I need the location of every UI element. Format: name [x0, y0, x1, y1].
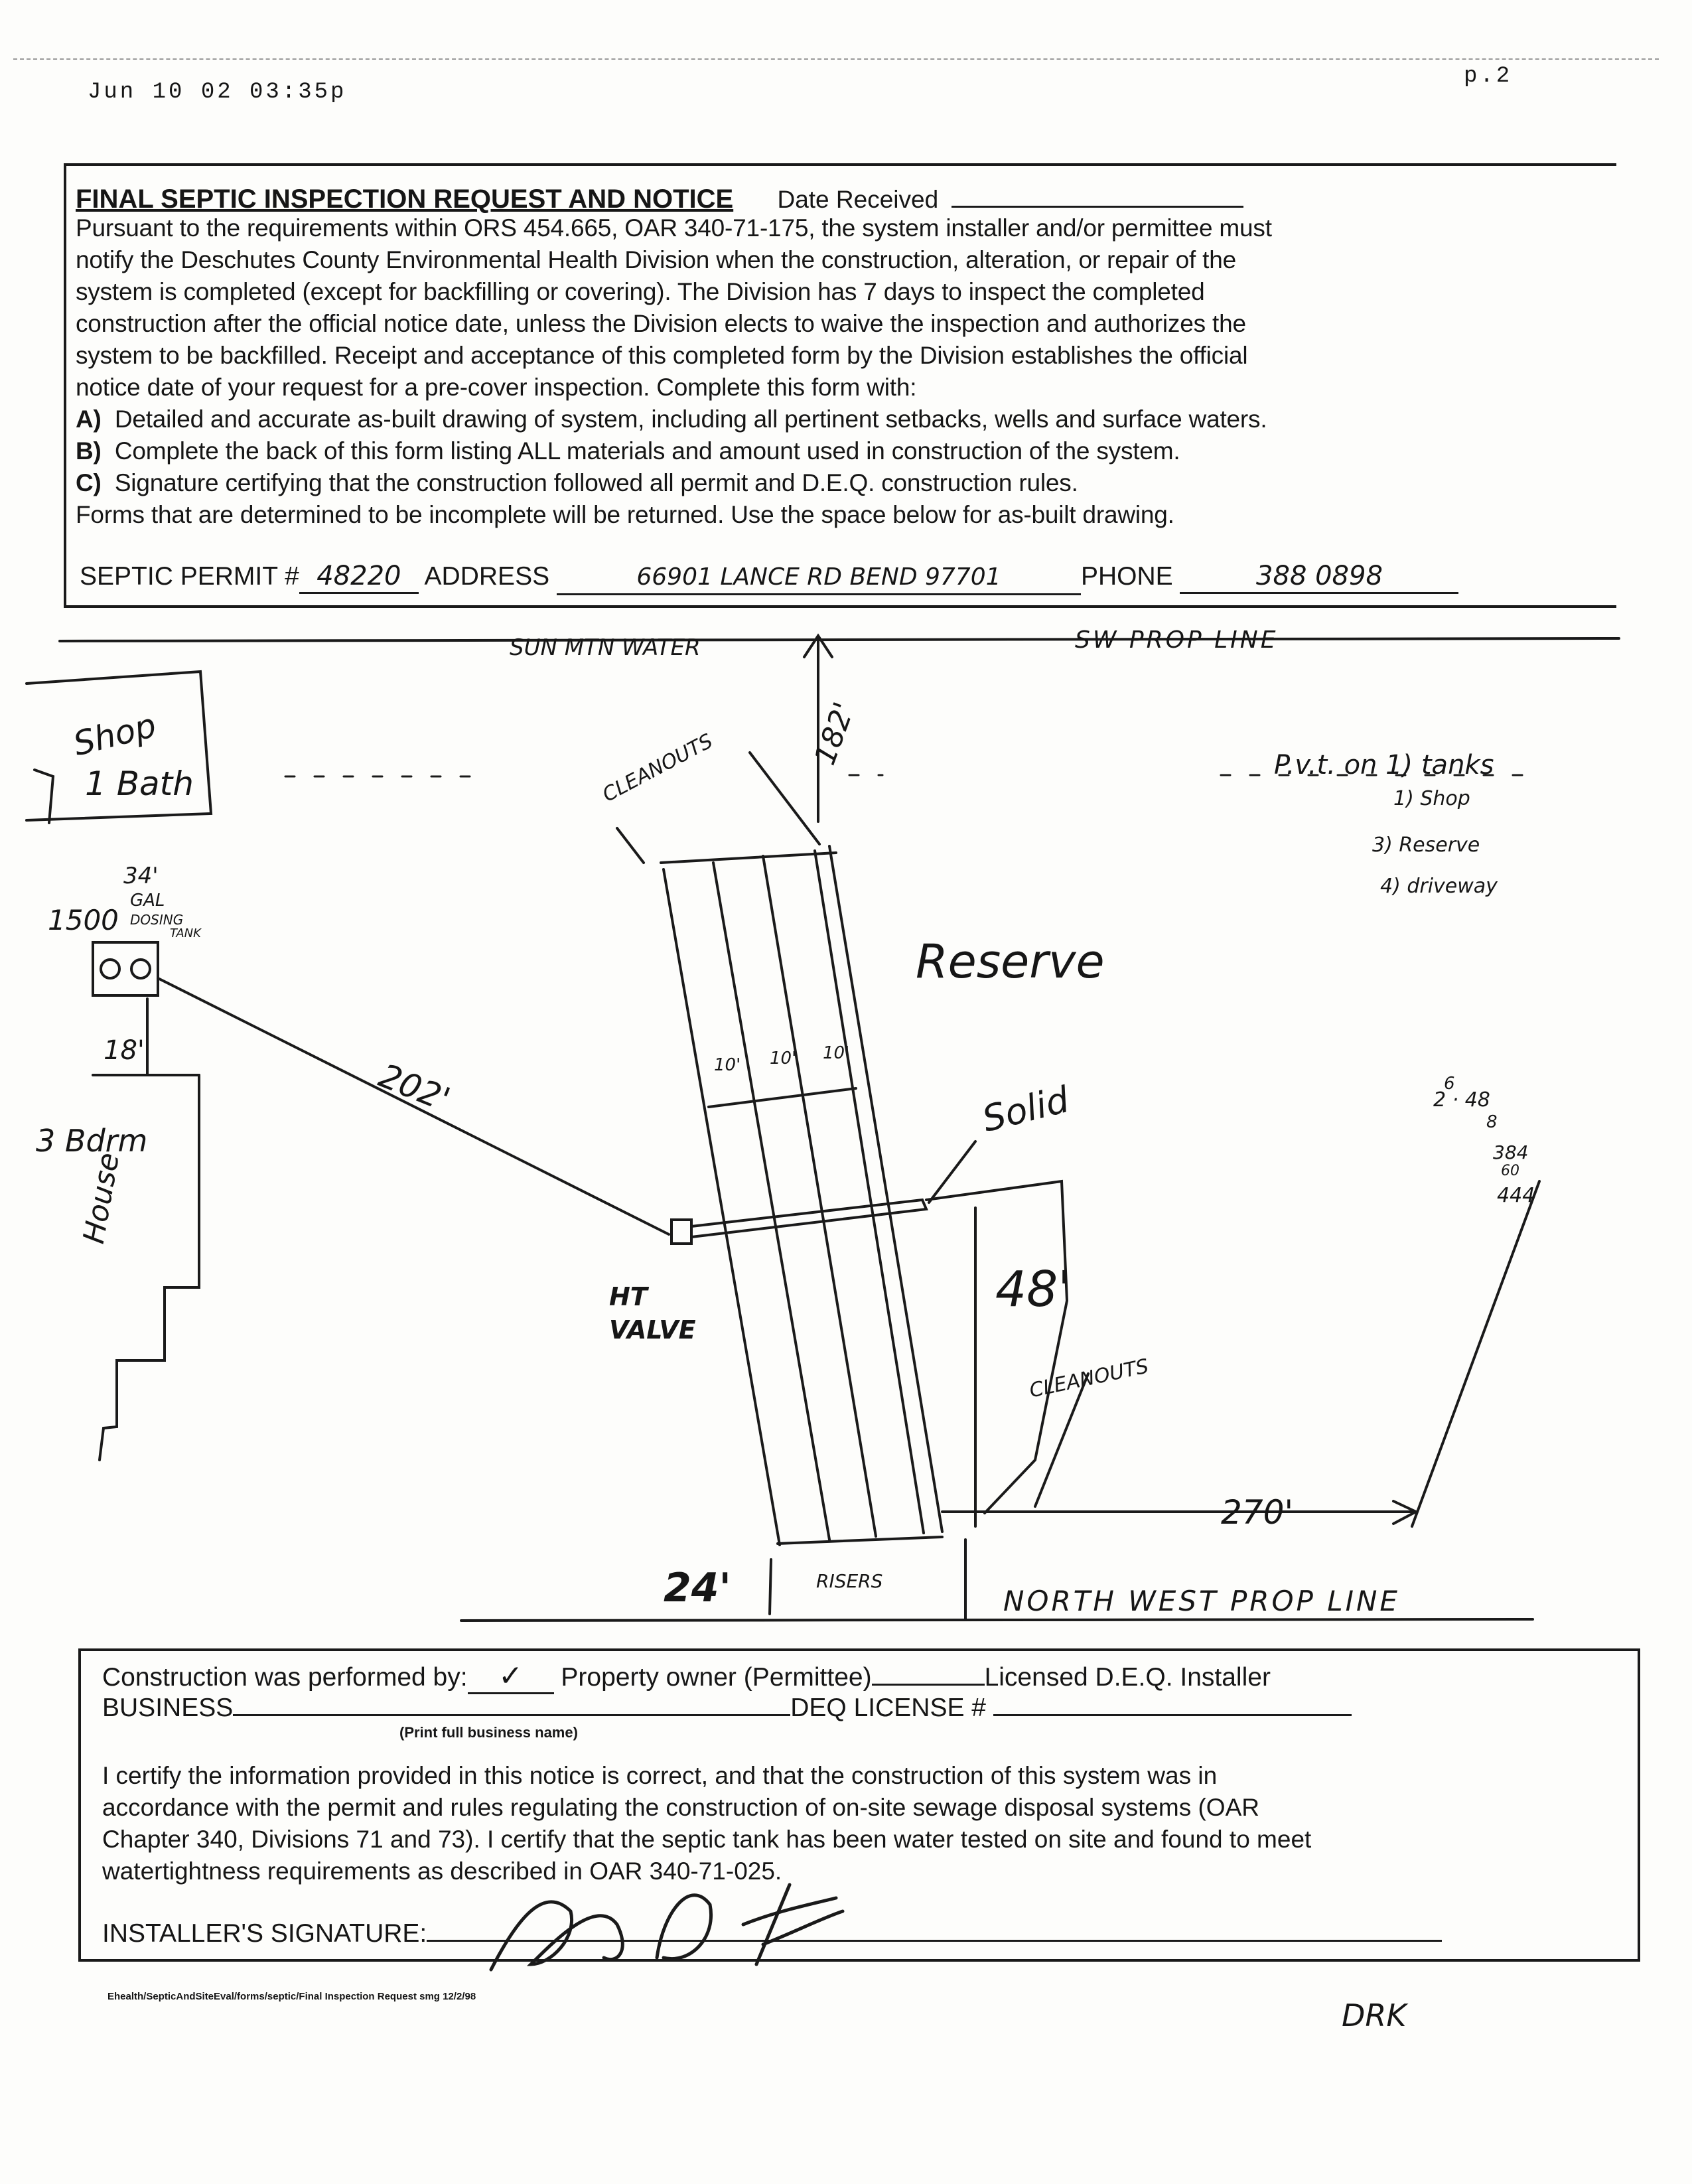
deq-license-label: DEQ LICENSE # — [790, 1694, 987, 1722]
label-spacing: 10' — [714, 1055, 741, 1075]
label-sw-prop-line: SW PROP LINE — [1075, 626, 1279, 654]
fax-timestamp: Jun 10 02 03:35p — [88, 80, 347, 105]
trench-cap-top — [661, 853, 836, 863]
label-dist-24: 24' — [664, 1565, 731, 1611]
property-line-bottom — [461, 1619, 1533, 1621]
label-dist-202: 202' — [374, 1056, 456, 1120]
statement-line: Chapter 340, Divisions 71 and 73). I certify that the septic tank has been water tested on site and found to meet — [102, 1826, 1312, 1853]
label-dist-48: 48' — [995, 1261, 1072, 1318]
calc-line: 384 — [1493, 1141, 1529, 1163]
shop-step — [35, 770, 53, 823]
footer-file-path: Ehealth/SepticAndSiteEval/forms/septic/Final Inspection Request smg 12/2/98 — [107, 1991, 476, 2002]
item-letter: C) — [76, 469, 102, 496]
intro-line: Pursuant to the requirements within ORS 454.665, OAR 340-71-175, the system installer and/or permittee must — [76, 214, 1272, 242]
fax-page-number: p.2 — [1464, 64, 1513, 89]
label-tank-tank: TANK — [170, 926, 201, 940]
property-line-right — [1412, 1181, 1539, 1526]
item-text: Complete the back of this form listing ALL materials and amount used in construction of the system. — [114, 437, 1180, 465]
trench-4 — [815, 851, 924, 1533]
label-solid: Solid — [978, 1078, 1074, 1140]
calc-line: 60 — [1501, 1163, 1519, 1179]
tank-compartment — [131, 960, 150, 978]
installer-option-label: Licensed D.E.Q. Installer — [984, 1663, 1271, 1692]
phone-label: PHONE — [1080, 562, 1173, 591]
tank-compartment — [101, 960, 119, 978]
label-risers: RISERS — [816, 1570, 883, 1592]
business-hint: (Print full business name) — [399, 1724, 578, 1741]
performed-by-row — [102, 1660, 1271, 1694]
trench-2 — [713, 863, 829, 1540]
label-shop: Shop — [69, 705, 160, 764]
label-tank-size: 1500 — [48, 904, 119, 936]
intro-line: notice date of your request for a pre-cover inspection. Complete this form with: — [76, 374, 917, 401]
permit-number-field[interactable]: 48220 — [299, 560, 419, 594]
label-dist-270: 270' — [1221, 1493, 1294, 1532]
note-line: 1) Shop — [1393, 787, 1470, 810]
phone-field[interactable]: 388 0898 — [1180, 560, 1458, 594]
ht-valve-box — [671, 1220, 691, 1244]
trench-1 — [664, 869, 780, 1545]
intro-line: construction after the official notice date, unless the Division elects to waive the inspection and authorizes the — [76, 310, 1246, 337]
label-cleanouts-top: CLEANOUTS — [599, 729, 717, 807]
certification-section — [78, 1648, 1640, 1962]
item-letter: B) — [76, 437, 102, 465]
dosing-tank — [93, 942, 158, 995]
trench-3 — [763, 856, 876, 1536]
label-spacing: 10' — [770, 1049, 797, 1068]
label-nw-prop-line: NORTH WEST PROP LINE — [1003, 1585, 1400, 1617]
item-text: Signature certifying that the construction followed all permit and D.E.Q. construction rules. — [114, 469, 1078, 496]
label-spacing: 10' — [823, 1043, 850, 1063]
installer-checkbox[interactable] — [872, 1664, 985, 1686]
label-tank-distance: 34' — [123, 863, 159, 889]
label-tank-gal: GAL — [130, 891, 165, 910]
intro-line: system is completed (except for backfilling or covering). The Division has 7 days to inspect the completed — [76, 278, 1205, 305]
intro-line: notify the Deschutes County Environmental Health Division when the construction, alteration, or repair of the — [76, 246, 1236, 273]
footer-initials: DRK — [1342, 1998, 1407, 2033]
note-line: 4) driveway — [1380, 875, 1498, 898]
reserve-outline — [926, 1181, 1067, 1513]
statement-line: watertightness requirements as described in OAR 340-71-025. — [102, 1857, 782, 1885]
calc-line: 444 — [1497, 1184, 1535, 1207]
label-bath: 1 Bath — [85, 764, 194, 803]
note-line: P.v.t. on 1) tanks — [1274, 750, 1494, 780]
calc-line: 6 — [1444, 1074, 1455, 1094]
form-title: FINAL SEPTIC INSPECTION REQUEST AND NOTICE — [76, 184, 734, 214]
item-letter: A) — [76, 405, 102, 433]
owner-checkbox[interactable]: ✓ — [468, 1660, 554, 1694]
signature-label: INSTALLER'S SIGNATURE: — [102, 1919, 427, 1948]
certification-statement — [102, 1760, 1311, 1887]
item-text: Detailed and accurate as-built drawing of system, including all pertinent setbacks, wells and surface waters. — [114, 405, 1267, 433]
business-field[interactable] — [233, 1694, 790, 1716]
label-water: SUN MTN WATER — [510, 634, 701, 661]
date-received-label: Date Received — [777, 186, 939, 213]
note-line: 3) Reserve — [1372, 834, 1480, 857]
address-label: ADDRESS — [424, 562, 550, 591]
dim-24-line — [770, 1560, 771, 1614]
permit-label: SEPTIC PERMIT # — [80, 562, 299, 591]
label-house: House — [76, 1150, 127, 1246]
signature-row — [102, 1918, 1442, 1950]
label-cleanouts-bottom: CLEANOUTS — [1027, 1354, 1151, 1403]
statement-line: accordance with the permit and rules regulating the construction of on-site sewage disposal systems (OAR — [102, 1794, 1259, 1821]
label-valve: VALVE — [609, 1315, 696, 1345]
deq-license-field[interactable] — [993, 1694, 1352, 1716]
intro-line: system to be backfilled. Receipt and acceptance of this completed form by the Division establishes the official — [76, 342, 1248, 369]
signature-field[interactable] — [427, 1921, 1442, 1942]
cleanout-arrow — [617, 828, 644, 863]
performed-by-label: Construction was performed by: — [102, 1663, 468, 1692]
label-dist-182: 182' — [808, 697, 862, 770]
calc-line: 2 · 48 — [1433, 1088, 1490, 1112]
address-field[interactable]: 66901 LANCE RD BEND 97701 — [557, 561, 1081, 595]
label-dist-18: 18' — [104, 1035, 145, 1066]
label-house-bdrm: 3 Bdrm — [36, 1123, 148, 1159]
business-label: BUSINESS — [102, 1694, 234, 1722]
owner-option-label: Property owner (Permittee) — [561, 1663, 872, 1692]
calc-line: 8 — [1486, 1112, 1498, 1132]
drawing-top-rule — [60, 638, 1619, 641]
label-tank-dosing: DOSING — [130, 912, 184, 928]
trench-cap-bottom — [778, 1537, 942, 1544]
business-row — [102, 1692, 1352, 1724]
cleanout-arrow — [750, 753, 819, 844]
closing-line: Forms that are determined to be incomplete will be returned. Use the space below for as-built drawing. — [76, 501, 1174, 528]
statement-line: I certify the information provided in this notice is correct, and that the construction of this system was in — [102, 1762, 1218, 1789]
label-ht: HT — [609, 1282, 648, 1311]
spacing-dim — [709, 1088, 856, 1107]
label-reserve: Reserve — [916, 934, 1105, 989]
